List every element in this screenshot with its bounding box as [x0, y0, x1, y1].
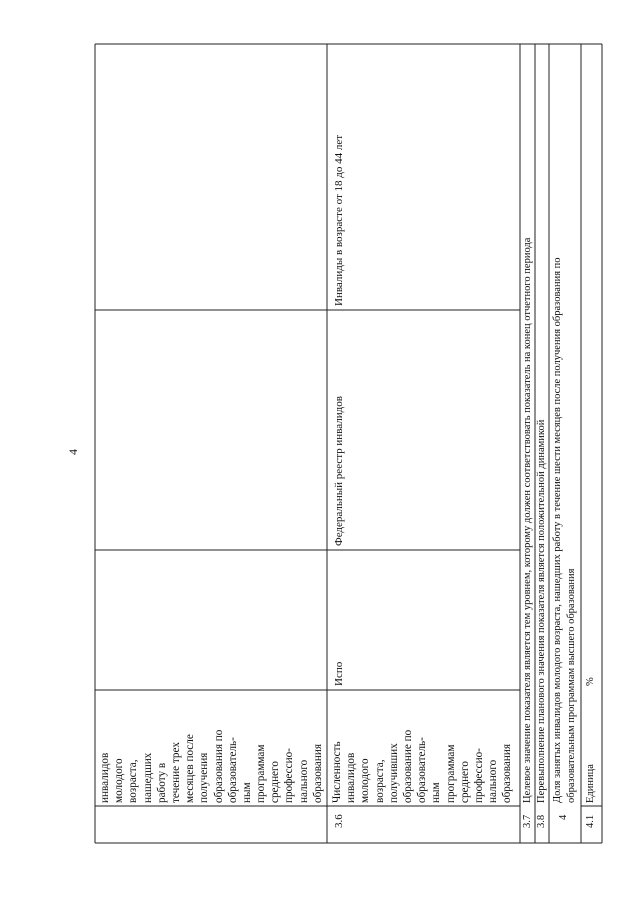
row-3-6-name-line: образователь-	[416, 737, 429, 803]
row-3-5-name-line: получения	[198, 752, 211, 803]
row-3-5-name-line: образования по	[212, 729, 225, 803]
row-3-5-name-line: образования	[311, 743, 324, 803]
row-3-5-name-line: нашедших	[141, 752, 154, 803]
row-3-8-text: Перевыполнение планового значения показателя является положительной динамикой	[536, 419, 547, 803]
row-3-7-text: Целевое значение показателя является тем уровнем, которому должен соответствовать показатель на конец отчетного периода	[522, 237, 533, 803]
row-3-6-name-line: программам	[444, 744, 457, 803]
page-number: 4	[66, 449, 80, 455]
row-3-5-name-line: нального	[297, 759, 310, 803]
row-3-6-name-line: среднего	[458, 761, 471, 803]
row-3-6-name-line: нального	[487, 759, 500, 803]
row-3-6-name-line: инвалидов	[345, 752, 358, 803]
row-3-5-name-line: течение трех	[169, 742, 182, 803]
row-3-6-name-line: возраста,	[373, 759, 386, 803]
row-3-6-col4: Федеральный реестр инвалидов	[333, 396, 345, 546]
row-4-text-line2: образовательным программам высшего образования	[566, 568, 577, 803]
row-4-1-label: Единица	[585, 764, 596, 803]
row-3-5-name-line: среднего	[269, 761, 282, 803]
row-3-6-num: 3.6	[333, 814, 345, 828]
row-3-6-col5: Инвалиды в возрасте от 18 до 44 лет	[333, 134, 345, 306]
row-3-5-name-line: возраста,	[127, 759, 140, 803]
row-3-5-name-line: образователь-	[226, 737, 239, 803]
row-3-6-name-line: молодого	[359, 758, 372, 803]
row-4-num: 4	[558, 814, 569, 820]
row-3-6-col3: Иcпo	[333, 661, 345, 686]
row-3-6-name-line: образования	[501, 743, 514, 803]
row-3-6-name-line: Численность	[331, 741, 343, 803]
row-3-6-name-line: профессио-	[472, 748, 485, 803]
row-3-6-name-line: ным	[430, 782, 443, 803]
row-3-7-num: 3.7	[522, 814, 533, 828]
row-3-8-num: 3.8	[536, 814, 547, 828]
row-3-5-name-line: месяцев после	[184, 734, 197, 803]
row-3-5-name-line: профессио-	[283, 748, 296, 803]
row-3-5-name-line: инвалидов	[99, 752, 111, 803]
row-3-5-name-line: работу в	[155, 762, 168, 803]
row-3-5-name-line: молодого	[113, 758, 126, 803]
row-3-6-name	[330, 693, 514, 803]
row-3-6-name-line: получивших	[387, 743, 400, 803]
row-4-text-line1: Доля занятых инвалидов молодого возраста, нашедших работу в течение шести месяцев после получения образования по	[552, 257, 563, 803]
row-3-5-name	[98, 693, 325, 803]
row-4-1-num: 4.1	[585, 814, 596, 828]
row-3-5-name-line: программам	[255, 744, 268, 803]
row-4-1-value: %	[585, 677, 596, 686]
row-3-5-name-line: ным	[240, 782, 253, 803]
row-3-6-name-line: образование по	[401, 729, 414, 803]
